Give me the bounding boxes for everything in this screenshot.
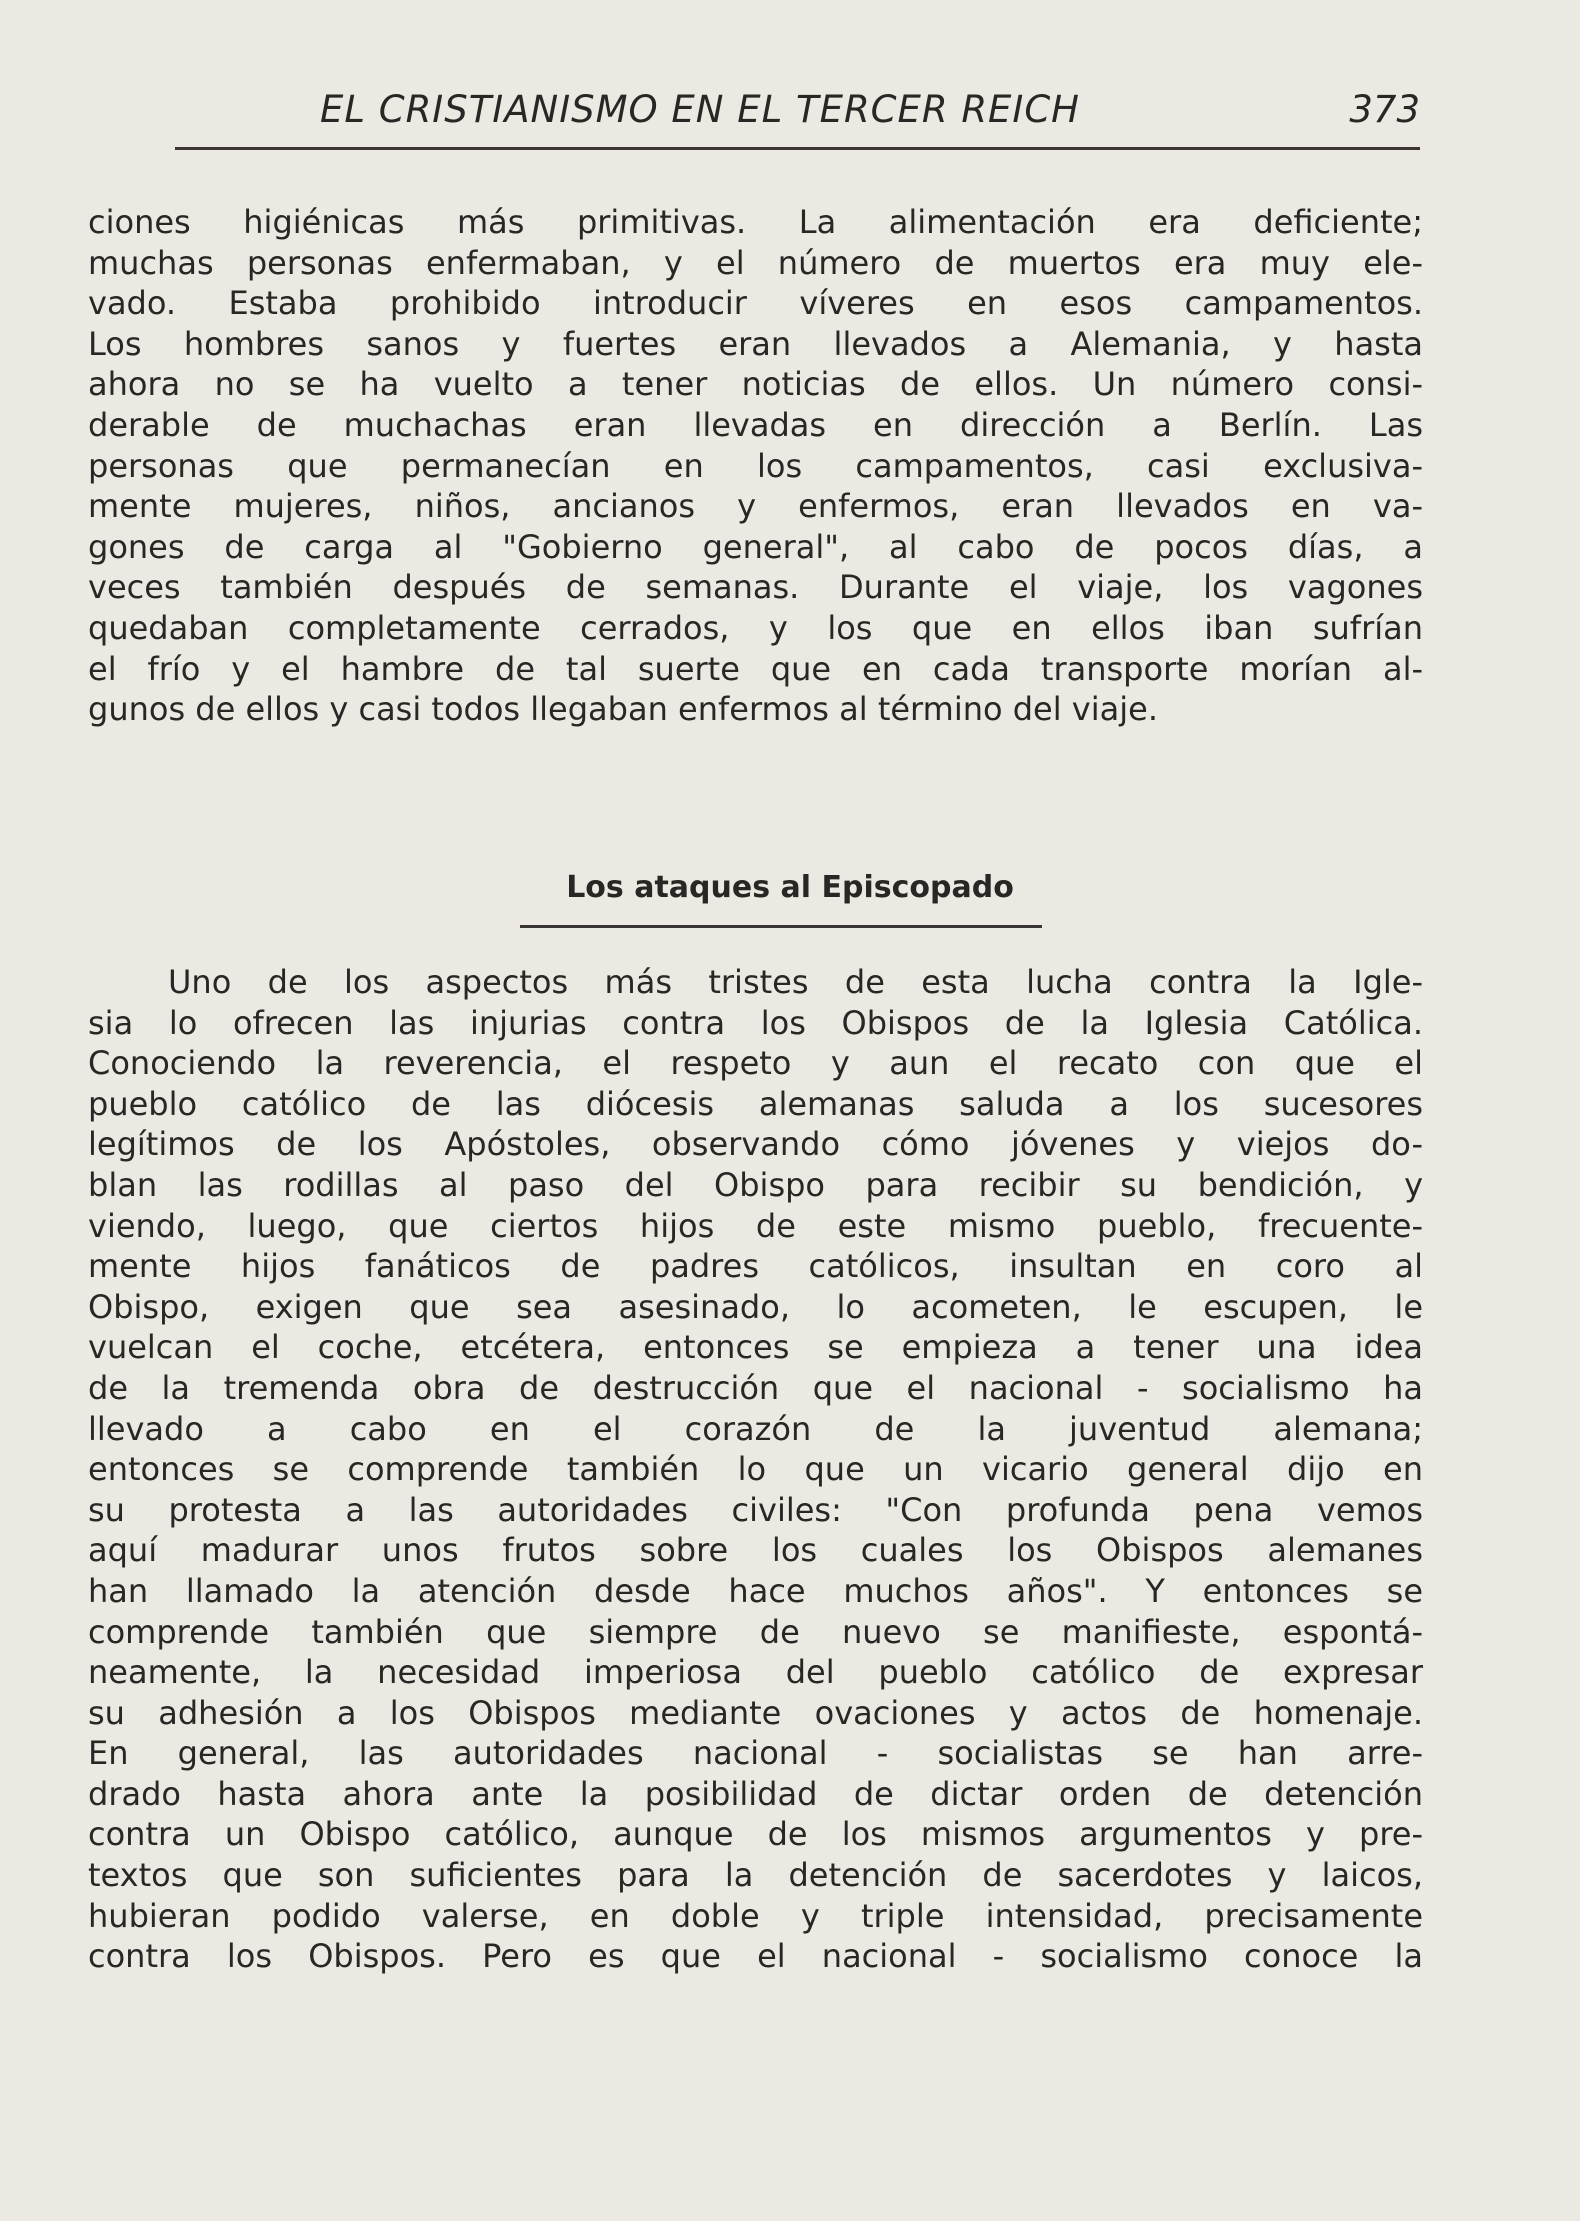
text-line: Conociendo la reverencia, el respeto y aun el recato con que el: [88, 1044, 1423, 1083]
paragraph-1: [88, 202, 1423, 730]
text-line: aquí madurar unos frutos sobre los cuales los Obispos alemanes: [88, 1531, 1423, 1570]
text-line: mente hijos fanáticos de padres católicos, insultan en coro al: [88, 1247, 1423, 1286]
header-rule: [175, 147, 1420, 150]
text-line: textos que son suficientes para la detención de sacerdotes y laicos,: [88, 1856, 1423, 1895]
text-line: sia lo ofrecen las injurias contra los Obispos de la Iglesia Católica.: [88, 1003, 1423, 1042]
text-line: de la tremenda obra de destrucción que el nacional - socialismo ha: [88, 1368, 1423, 1407]
text-line: drado hasta ahora ante la posibilidad de dictar orden de detención: [88, 1774, 1423, 1813]
text-line: hubieran podido valerse, en doble y triple intensidad, precisamente: [88, 1896, 1423, 1935]
text-line: contra los Obispos. Pero es que el nacional - socialismo conoce la: [88, 1937, 1423, 1976]
text-line: neamente, la necesidad imperiosa del pueblo católico de expresar: [88, 1653, 1423, 1692]
text-line: vuelcan el coche, etcétera, entonces se empieza a tener una idea: [88, 1328, 1423, 1367]
text-line: personas que permanecían en los campamentos, casi exclusiva-: [88, 446, 1423, 485]
text-line: vado. Estaba prohibido introducir víveres en esos campamentos.: [88, 284, 1423, 323]
text-line: su adhesión a los Obispos mediante ovaciones y actos de homenaje.: [88, 1693, 1423, 1732]
text-line: derable de muchachas eran llevadas en dirección a Berlín. Las: [88, 405, 1423, 444]
text-line: veces también después de semanas. Durante el viaje, los vagones: [88, 568, 1423, 607]
running-header: [170, 88, 1420, 140]
section-heading-underline: [520, 925, 1042, 928]
section-heading: Los ataques al Episcopado: [566, 870, 1014, 905]
text-line: el frío y el hambre de tal suerte que en cada transporte morían al-: [88, 649, 1423, 688]
text-line: gones de carga al "Gobierno general", al cabo de pocos días, a: [88, 527, 1423, 566]
text-line: pueblo católico de las diócesis alemanas saluda a los sucesores: [88, 1084, 1423, 1123]
text-line: han llamado la atención desde hace muchos años". Y entonces se: [88, 1571, 1423, 1610]
text-line: gunos de ellos y casi todos llegaban enfermos al término del viaje.: [88, 690, 1158, 729]
text-line: viendo, luego, que ciertos hijos de este mismo pueblo, frecuente-: [88, 1206, 1423, 1245]
text-line: Uno de los aspectos más tristes de esta lucha contra la Igle-: [168, 963, 1423, 1001]
text-line: su protesta a las autoridades civiles: "Con profunda pena vemos: [88, 1490, 1423, 1529]
text-line: legítimos de los Apóstoles, observando cómo jóvenes y viejos do-: [88, 1125, 1423, 1164]
page-number: 373: [1349, 88, 1420, 131]
text-line: quedaban completamente cerrados, y los que en ellos iban sufrían: [88, 608, 1423, 647]
text-line: blan las rodillas al paso del Obispo para recibir su bendición, y: [88, 1165, 1423, 1204]
text-line: comprende también que siempre de nuevo se manifieste, espontá-: [88, 1612, 1423, 1651]
text-line: mente mujeres, niños, ancianos y enfermos, eran llevados en va-: [88, 487, 1423, 526]
paragraph-2: [88, 962, 1423, 1977]
text-line: Obispo, exigen que sea asesinado, lo acometen, le escupen, le: [88, 1287, 1423, 1326]
text-line: muchas personas enfermaban, y el número de muertos era muy ele-: [88, 243, 1423, 282]
text-line: ciones higiénicas más primitivas. La alimentación era deficiente;: [88, 203, 1423, 241]
text-line: contra un Obispo católico, aunque de los mismos argumentos y pre-: [88, 1815, 1423, 1854]
text-line: Los hombres sanos y fuertes eran llevados a Alemania, y hasta: [88, 324, 1423, 363]
running-title: EL CRISTIANISMO EN EL TERCER REICH: [320, 88, 1080, 131]
text-line: entonces se comprende también lo que un vicario general dijo en: [88, 1450, 1423, 1489]
text-line: ahora no se ha vuelto a tener noticias de ellos. Un número consi-: [88, 365, 1423, 404]
text-line: llevado a cabo en el corazón de la juventud alemana;: [88, 1409, 1423, 1448]
text-line: En general, las autoridades nacional - socialistas se han arre-: [88, 1734, 1423, 1773]
